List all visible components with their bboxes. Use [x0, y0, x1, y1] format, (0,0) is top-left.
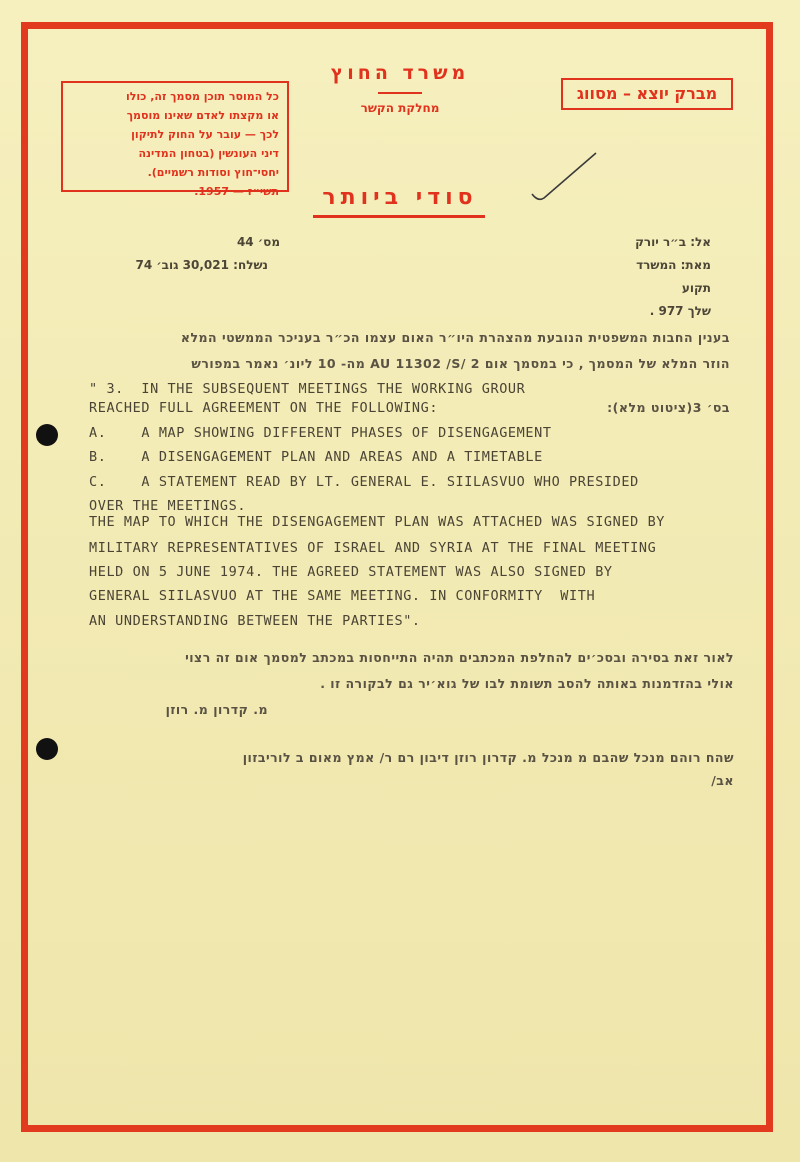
distribution-line: אב/ — [711, 773, 734, 788]
notice-line: דיני העונשין (בטחון המדינה — [138, 147, 279, 160]
sender-line: מאת: המשרד — [636, 258, 711, 272]
notice-line: כל המוסר תוכן מסמך זה, כולו — [125, 90, 279, 103]
punch-hole — [36, 738, 58, 760]
notice-line: יחסי־חוץ וסודות רשמיים). — [147, 166, 279, 179]
secrecy-notice-box — [61, 81, 289, 198]
classification-underline — [313, 215, 485, 218]
hebrew-sub-line: בס׳ 3(ציטוט מלא): — [607, 400, 730, 415]
cable-number: מס׳ 44 — [236, 235, 280, 249]
classification-title: סודי ביותר — [322, 185, 478, 210]
sent-line: נשלח: 30,021 גוב׳ 74 — [135, 258, 268, 272]
notice-line: תשי״ז — 1957. — [194, 185, 279, 198]
hebrew-intro-line: הוזר המלא של המסמך , כי במסמך אום 2 /AU 11302 /S מה- 10 ליונ׳ נאמר במפורש — [191, 356, 730, 371]
quote-line: AN UNDERSTANDING BETWEEN THE PARTIES". — [89, 613, 421, 629]
reference-line: שלך 977 . — [649, 304, 711, 318]
ministry-underline — [378, 92, 422, 94]
ministry-title: משרד החוץ — [330, 62, 470, 84]
quote-line: OVER THE MEETINGS. — [89, 498, 247, 514]
quote-line: " 3. IN THE SUBSEQUENT MEETINGS THE WORKING GROUR — [89, 381, 526, 397]
hebrew-intro-line: בענין החבות המשפטית הנובעת מהצהרת היו״ר האום עצמו הכ״ר בעניכר הממשטי המלא — [180, 330, 730, 345]
notice-line: או מקצתו לאדם שאינו מוסמך — [126, 109, 279, 122]
quote-line: THE MAP TO WHICH THE DISENGAGEMENT PLAN WAS ATTACHED WAS SIGNED BY — [89, 514, 666, 530]
department-title: מחלקת הקשר — [360, 101, 440, 115]
quote-line: A. A MAP SHOWING DIFFERENT PHASES OF DISENGAGEMENT — [89, 425, 552, 441]
distribution-line: שהח רוהם מנכל שהבם מ מנכל מ. קדרון רוזן דיבון רם ר/ אמץ מאום ב לוריבזון — [242, 750, 734, 765]
urgency-line: תקוע — [681, 281, 711, 295]
hebrew-closing-line: אולי בהזדמנות באותה להסב תשומת לבו של גוא׳יר גם לבקורה זו . — [320, 676, 734, 691]
cable-type-box: מברק יוצא – מסווג — [561, 78, 733, 110]
pen-check-mark — [530, 150, 600, 205]
hebrew-closing-line: לאור זאת בסירה ובסכ׳ים להחלפת המכתבים תהיה התייחסות במכתב למסמך אום זה רצוי — [185, 650, 734, 665]
quote-line: GENERAL SIILASVUO AT THE SAME MEETING. IN CONFORMITY WITH — [89, 588, 596, 604]
notice-line: לכך — עובר על החוק לתיקון — [131, 128, 279, 141]
addressee-line: אל: ב״ר יורק — [635, 235, 711, 249]
punch-hole — [36, 424, 58, 446]
quote-line: C. A STATEMENT READ BY LT. GENERAL E. SIILASVUO WHO PRESIDED — [89, 474, 639, 490]
quote-line: HELD ON 5 JUNE 1974. THE AGREED STATEMENT WAS ALSO SIGNED BY — [89, 564, 613, 580]
quote-line: MILITARY REPRESENTATIVES OF ISRAEL AND SYRIA AT THE FINAL MEETING — [89, 540, 657, 556]
quote-line: REACHED FULL AGREEMENT ON THE FOLLOWING: — [89, 400, 439, 416]
signature-line: מ. קדרון מ. רוזן — [165, 702, 268, 717]
quote-line: B. A DISENGAGEMENT PLAN AND AREAS AND A TIMETABLE — [89, 449, 543, 465]
